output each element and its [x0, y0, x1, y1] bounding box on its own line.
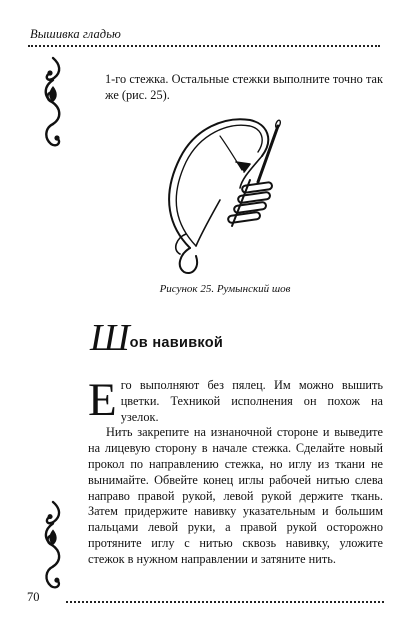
body-text	[88, 374, 383, 568]
paragraph-1-text: го выполняют без пялец. Им можно вышить цветки. Техникой исполнения он похож на узелок.	[120, 378, 383, 424]
footer-dotted-rule	[66, 601, 384, 603]
swirl-ornament	[38, 56, 68, 148]
page-number: 70	[27, 590, 40, 604]
swirl-ornament	[38, 500, 68, 590]
running-header: Вышивка гладью	[30, 27, 121, 41]
heading-text: ов навивкой	[129, 335, 224, 351]
paragraph-2: Нить закрепите на изнаночной стороне и выведите на лицевую сторону в начале стежка. Сделайте новый прокол по направлению стежка, но иглу из ткани не вынимайте. Обвейте конец иглы рабочей нитью слева направо правой рукой, левой рукой держите ткань. Затем придержите навивку указательным и большим пальцами левой руки, а правой рукой осторожно протяните иглу с нитью сквозь навивку, уложите стежок в нужном направлении и затяните нить.	[88, 425, 383, 566]
header-dotted-rule	[28, 45, 380, 47]
figure-caption: Рисунок 25. Румынский шов	[159, 283, 291, 295]
romanian-stitch-illustration	[150, 108, 300, 278]
intro-paragraph: 1-го стежка. Остальные стежки выполните точно так же (рис. 25).	[105, 72, 383, 102]
paragraph-1	[88, 374, 383, 426]
dropcap: Е	[88, 374, 117, 426]
section-heading	[90, 318, 330, 360]
heading-initial: Ш	[90, 317, 130, 359]
